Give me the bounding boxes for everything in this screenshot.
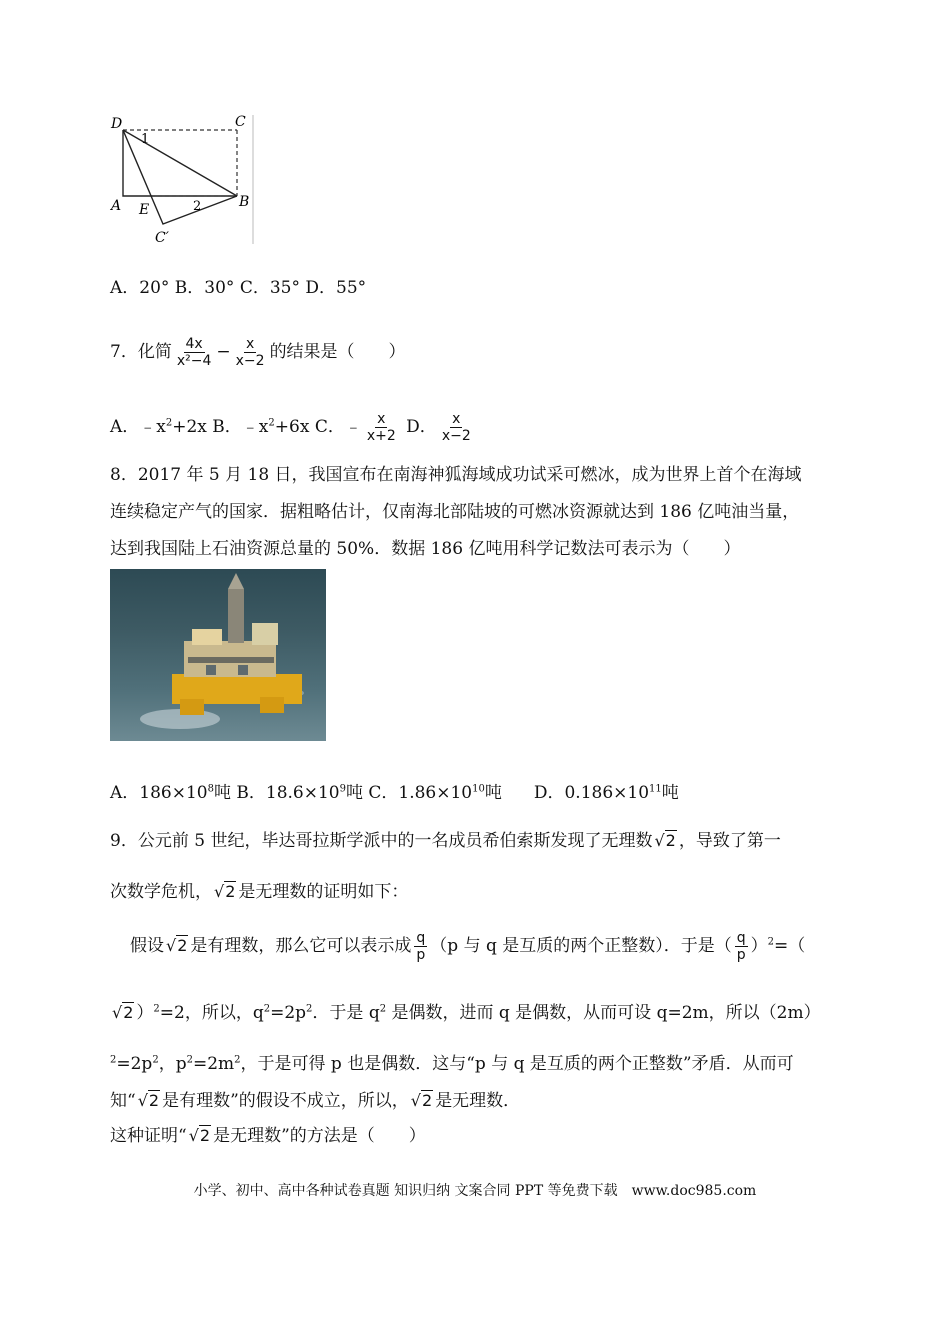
q9-text: =2p bbox=[116, 1054, 153, 1074]
radicand: 2 bbox=[123, 1003, 134, 1022]
page-footer: 小学、初中、高中各种试卷真题 知识归纳 文案合同 PPT 等免费下载 www.doc985.com bbox=[193, 1183, 757, 1199]
sqrt-sign: √ bbox=[137, 1091, 148, 1110]
q9-text: （p 与 q 是互质的两个正整数）．于是（ bbox=[430, 936, 732, 956]
superscript: 2 bbox=[234, 1054, 241, 1066]
superscript: 2 bbox=[263, 1003, 271, 1015]
fraction-denominator: x+2 bbox=[366, 428, 396, 444]
sqrt-2 bbox=[654, 831, 676, 850]
sqrt-2 bbox=[411, 1091, 433, 1110]
q7-fraction-2 bbox=[234, 336, 267, 369]
q9-line-7 bbox=[110, 1124, 426, 1148]
geometry-figure bbox=[105, 110, 265, 250]
q9-text: 是无理数． bbox=[435, 1091, 521, 1111]
q9-text: 这种证明“ bbox=[110, 1126, 187, 1146]
q8-opt-c: 吨 C．1.86×10 bbox=[345, 783, 473, 803]
fraction-denominator: p bbox=[736, 947, 746, 963]
superscript: 10 bbox=[472, 783, 485, 795]
fraction-denominator: x−2 bbox=[441, 428, 471, 444]
q6-options: A．20° B．30° C．35° D．55° bbox=[110, 278, 367, 298]
q9-text: 假设 bbox=[130, 936, 164, 956]
sqrt-2 bbox=[214, 882, 236, 901]
q9-line-3 bbox=[130, 930, 805, 963]
radicand: 2 bbox=[665, 831, 676, 850]
q7-opt-d: D． bbox=[406, 417, 437, 437]
q8-opt-d-unit: 吨 bbox=[661, 783, 679, 803]
superscript: 11 bbox=[649, 783, 662, 795]
superscript: 2 bbox=[152, 1054, 159, 1066]
fraction-q-over-p bbox=[414, 930, 427, 963]
q7-opt-c: +6x C．﹣ bbox=[274, 417, 362, 437]
radicand: 2 bbox=[148, 1091, 160, 1110]
radicand: 2 bbox=[422, 1091, 433, 1110]
superscript: 2 bbox=[110, 1054, 117, 1066]
q9-line-2 bbox=[110, 880, 408, 904]
q9-text: ，于是可得 p 也是偶数．这与“p 与 q 是互质的两个正整数”矛盾．从而可 bbox=[240, 1054, 794, 1074]
q9-text: =2，所以，q bbox=[159, 1003, 264, 1023]
label-angle-1: 1 bbox=[141, 132, 150, 147]
q9-text: 9．公元前 5 世纪，毕达哥拉斯学派中的一名成员希伯索斯发现了无理数 bbox=[110, 831, 653, 851]
q9-line-4 bbox=[110, 1001, 821, 1025]
superscript: 2 bbox=[186, 1054, 193, 1066]
q9-text: ） bbox=[750, 936, 768, 956]
oil-platform-photo bbox=[110, 569, 326, 741]
q7-stem bbox=[110, 336, 406, 369]
superscript: 2 bbox=[767, 936, 775, 948]
fraction-numerator: x bbox=[245, 336, 255, 352]
sqrt-sign: √ bbox=[410, 1091, 421, 1110]
q8-options bbox=[110, 781, 679, 805]
sqrt-sign: √ bbox=[112, 1003, 123, 1022]
fraction-numerator: 4x bbox=[185, 336, 203, 352]
q7-opt-a: A．﹣x bbox=[110, 417, 166, 437]
sqrt-sign: √ bbox=[166, 936, 177, 955]
q9-text: =2p bbox=[270, 1003, 307, 1023]
q7-fraction-1 bbox=[175, 336, 214, 369]
q8-line-3: 达到我国陆上石油资源总量的 50%．数据 186 亿吨用科学记数法可表示为（ ） bbox=[110, 539, 741, 559]
q9-text: 是无理数的证明如下： bbox=[238, 882, 409, 902]
radicand: 2 bbox=[177, 936, 188, 955]
superscript: 2 bbox=[306, 1003, 313, 1015]
fraction-numerator: q bbox=[416, 930, 426, 946]
minus-sign: − bbox=[216, 342, 231, 362]
q9-text: 是有理数”的假设不成立，所以， bbox=[162, 1091, 409, 1111]
q9-text: ，导致了第一 bbox=[678, 831, 781, 851]
superscript: 2 bbox=[268, 417, 275, 429]
q9-text: 是有理数，那么它可以表示成 bbox=[190, 936, 412, 956]
q7-opt-c-fraction bbox=[365, 411, 398, 444]
q9-text: 是偶数，进而 q 是偶数，从而可设 q=2m，所以（2m） bbox=[386, 1003, 821, 1023]
superscript: 2 bbox=[379, 1003, 387, 1015]
sqrt-2 bbox=[138, 1091, 160, 1110]
label-a: A bbox=[111, 198, 122, 214]
sqrt-sign: √ bbox=[214, 882, 225, 901]
q9-line-6 bbox=[110, 1089, 520, 1113]
q9-text: 知“ bbox=[110, 1091, 136, 1111]
fraction-denominator: p bbox=[416, 947, 426, 963]
sqrt-sign: √ bbox=[654, 831, 665, 850]
label-c-prime: C′ bbox=[155, 230, 169, 246]
fraction-denominator: x−2 bbox=[235, 353, 265, 369]
q9-line-5 bbox=[110, 1052, 794, 1076]
sqrt-2 bbox=[166, 936, 188, 955]
q7-suffix: 的结果是（ ） bbox=[269, 342, 406, 362]
q8-opt-a: A．186×10 bbox=[110, 783, 208, 803]
label-angle-2: 2 bbox=[193, 199, 202, 214]
q7-options bbox=[110, 411, 476, 444]
fraction-q-over-p bbox=[735, 930, 748, 963]
superscript: 8 bbox=[207, 783, 214, 795]
sqrt-sign: √ bbox=[188, 1126, 199, 1145]
q7-opt-b: +2x B．﹣x bbox=[172, 417, 269, 437]
q8-opt-b: 吨 B．18.6×10 bbox=[213, 783, 340, 803]
q7-opt-d-fraction bbox=[440, 411, 473, 444]
q7-prefix: 7．化简 bbox=[110, 342, 172, 362]
q8-opt-c-unit: 吨 bbox=[484, 783, 502, 803]
q8-line-1: 8．2017 年 5 月 18 日，我国宣布在南海神狐海域成功试采可燃冰，成为世界上首个在海域 bbox=[110, 465, 802, 485]
q9-text: ，p bbox=[158, 1054, 187, 1074]
q9-line-1 bbox=[110, 829, 781, 853]
fraction-denominator: x²−4 bbox=[176, 353, 212, 369]
sqrt-2 bbox=[189, 1126, 211, 1145]
fraction-numerator: x bbox=[377, 411, 386, 427]
radicand: 2 bbox=[199, 1126, 211, 1145]
label-e: E bbox=[139, 202, 150, 218]
q9-text: ） bbox=[136, 1003, 154, 1023]
fraction-numerator: x bbox=[452, 411, 461, 427]
q9-text: 次数学危机， bbox=[110, 882, 212, 902]
superscript: 9 bbox=[339, 783, 346, 795]
q9-text: =（ bbox=[774, 936, 806, 956]
q8-opt-d: D．0.186×10 bbox=[533, 783, 650, 803]
superscript: 2 bbox=[165, 417, 173, 429]
radicand: 2 bbox=[225, 882, 236, 901]
q9-text: 是无理数”的方法是（ ） bbox=[213, 1126, 426, 1146]
sqrt-2 bbox=[112, 1003, 134, 1022]
fraction-numerator: q bbox=[736, 930, 746, 946]
q8-line-2: 连续稳定产气的国家．据粗略估计，仅南海北部陆坡的可燃冰资源就达到 186 亿吨油当量， bbox=[110, 502, 800, 522]
q9-text: ．于是 q bbox=[312, 1003, 380, 1023]
q9-text: =2m bbox=[192, 1054, 235, 1074]
label-d: D bbox=[111, 116, 123, 132]
oil-platform-illustration bbox=[110, 569, 326, 741]
superscript: 2 bbox=[153, 1003, 160, 1015]
label-c: C bbox=[235, 114, 246, 130]
label-b: B bbox=[239, 194, 250, 210]
